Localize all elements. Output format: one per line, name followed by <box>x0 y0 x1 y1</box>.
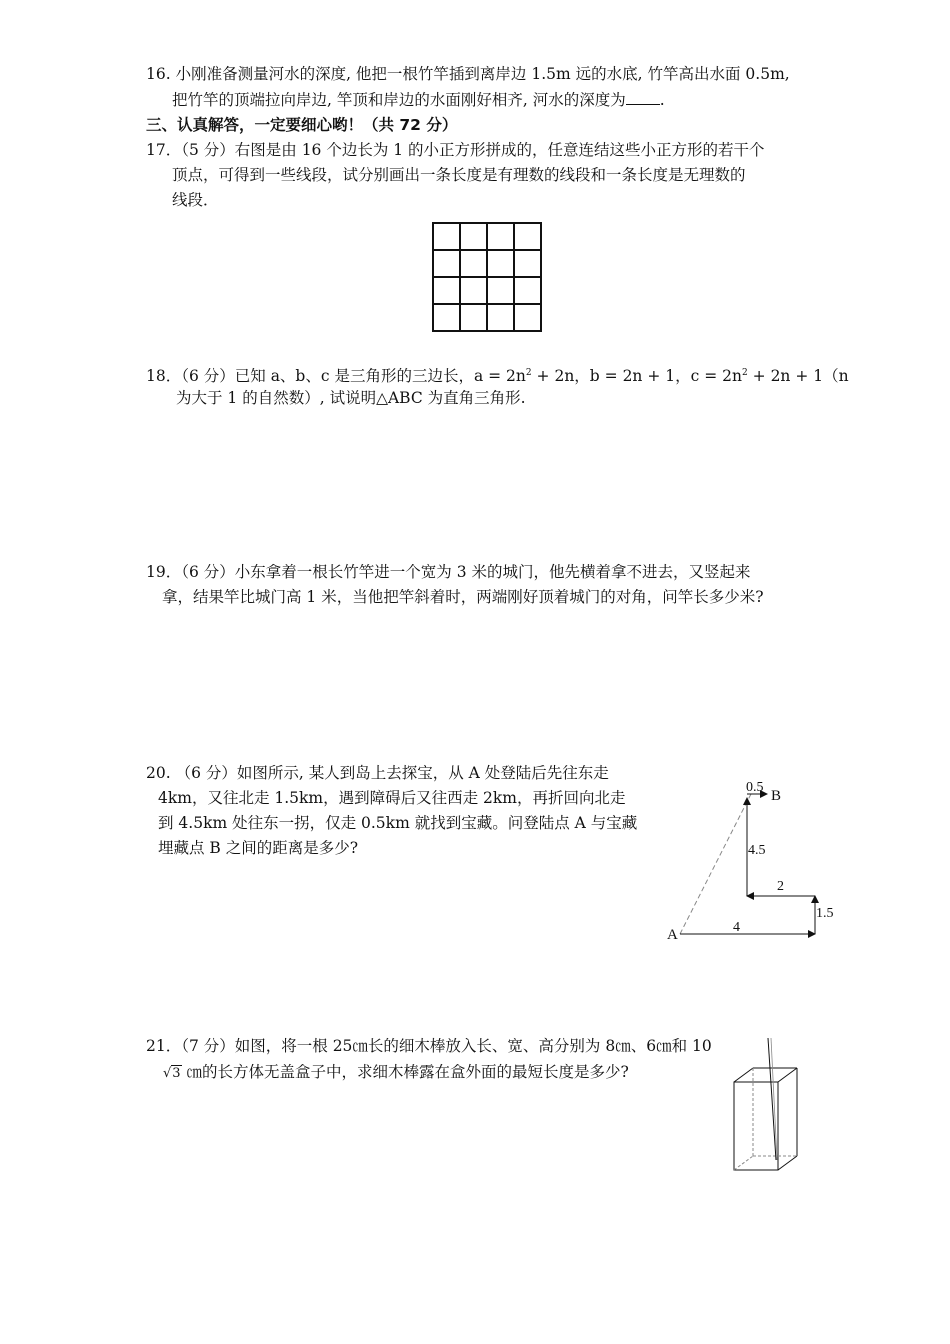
q16-line-1: 16. 小刚准备测量河水的深度, 他把一根竹竿插到离岸边 1.5m 远的水底, 竹竿高出水面 0.5m, <box>146 65 790 83</box>
q20-line-1: 20. （6 分）如图所示, 某人到岛上去探宝，从 A 处登陆后先往东走 <box>146 764 609 782</box>
q20-line-3: 到 4.5km 处往东一拐，仅走 0.5km 就找到宝藏。问登陆点 A 与宝藏 <box>158 814 638 832</box>
open-box-with-stick-figure <box>726 1036 806 1176</box>
q16-line-2 <box>172 89 665 111</box>
a-to-b-dashed-line <box>680 792 752 934</box>
label-4-5: 4.5 <box>748 843 766 858</box>
label-1-5: 1.5 <box>816 906 834 921</box>
label-2: 2 <box>777 879 784 894</box>
sqrt-3: √3 <box>163 1066 181 1081</box>
section-3-heading: 三、认真解答，一定要细心哟！（共 72 分） <box>146 116 458 134</box>
q16-line-2-text: 把竹竿的顶端拉向岸边, 竿顶和岸边的水面刚好相齐, 河水的深度为 <box>172 91 626 109</box>
label-4: 4 <box>733 920 740 935</box>
q18-line-1-part-c: + 2n + 1（n <box>747 367 849 386</box>
q17-line-2: 顶点，可得到一些线段，试分别画出一条长度是有理数的线段和一条长度是无理数的 <box>172 166 746 184</box>
q18-line-1-part-a: 18．（6 分）已知 a、b、c 是三角形的三边长，a = 2n <box>146 367 526 386</box>
q18-line-1 <box>146 362 849 387</box>
label-b: B <box>771 788 782 804</box>
q17-line-1: 17．（5 分）右图是由 16 个边长为 1 的小正方形拼成的，任意连结这些小正方形的若干个 <box>146 141 765 159</box>
q21-line-1: 21．（7 分）如图，将一根 25㎝长的细木棒放入长、宽、高分别为 8㎝、6㎝和 10 <box>146 1037 712 1055</box>
sqrt-radicand: 3 <box>172 1066 181 1081</box>
grid-4x4-figure <box>432 222 544 334</box>
q20-line-2: 4km，又往北走 1.5km，遇到障碍后又往西走 2km，再折回向北走 <box>158 789 626 807</box>
q19-line-2: 拿，结果竿比城门高 1 米，当他把竿斜着时，两端刚好顶着城门的对角，问竿长多少米? <box>162 588 764 606</box>
q18-superscript-2: 2 <box>742 368 748 378</box>
label-a: A <box>667 927 678 943</box>
q18-line-2: 为大于 1 的自然数）, 试说明△ABC 为直角三角形. <box>176 389 526 407</box>
q21-line-2 <box>163 1061 629 1085</box>
q17-line-3: 线段． <box>172 191 219 209</box>
q21-line-2-text: ㎝的长方体无盖盒子中，求细木棒露在盒外面的最短长度是多少? <box>181 1063 629 1081</box>
answer-blank[interactable] <box>626 90 660 105</box>
treasure-path-diagram <box>660 772 850 944</box>
q18-superscript-1: 2 <box>525 368 532 378</box>
q20-line-4: 埋藏点 B 之间的距离是多少? <box>158 839 359 857</box>
label-0-5: 0.5 <box>746 780 764 795</box>
q16-line-2-end: . <box>659 91 665 109</box>
q18-line-1-part-b: + 2n，b = 2n + 1，c = 2n <box>531 367 742 386</box>
q19-line-1: 19．（6 分）小东拿着一根长竹竿进一个宽为 3 米的城门，他先横着拿不进去，又竖起来 <box>146 563 751 581</box>
